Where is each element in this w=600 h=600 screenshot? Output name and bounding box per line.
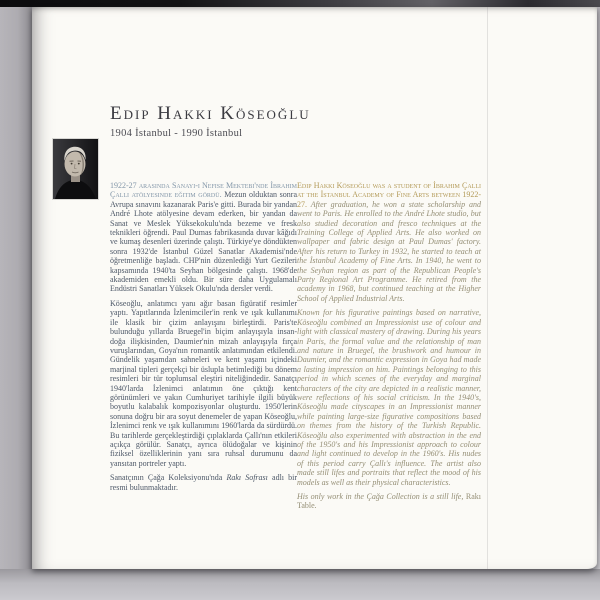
book-left-edge — [0, 7, 32, 600]
portrait-illustration — [53, 139, 98, 199]
turkish-paragraph-1 — [110, 181, 297, 294]
book-page — [32, 7, 597, 569]
artwork-title-turkish: Rakı Sofrası — [226, 473, 268, 483]
turkish-paragraph-3-end: adlı bir resmi bulunmaktadır. — [110, 473, 298, 492]
artist-name-heading: Edip Hakkı Köseoğlu — [110, 103, 311, 124]
artist-portrait-photo — [53, 139, 98, 199]
artist-life-dates: 1904 İstanbul - 1990 İstanbul — [110, 128, 243, 139]
artist-header — [110, 103, 311, 139]
scan-bottom-edge — [0, 569, 600, 600]
english-paragraph-1 — [297, 181, 481, 303]
turkish-paragraph-2: Köseoğlu, anlatımcı yanı ağır basan figüratif resimler yaptı. Yapıtlarında İzlenimciler'in renk ve ışık kullanımı ile klasik bir çizim anlayışını birleştirdi. Paris'te bulunduğu yıllarda Bruegel'in biçim anlayışıyla insan-doğa ilişkisinden, Daumier'nin mizah anlayışıyla fırça vuruşlarından, Goya'nın romantik anlatımından etkilendi. Gündelik yaşamdan sahneleri ve kent yaşamı içindeki marjinal tipleri gerçekçi bir üslupla betimlediği bu dönem resimleri bir tür toplumsal eleştiri niteliğindedir. Sanatçı 1940'larda İzlenimci anlatımın öne çıktığı kent görünümleri ve yakın Cumhuriyet tarihiyle ilgili büyük boyutlu kalabalık kompozisyonlar oluşturdu. 1950'lerin sonuna doğru bir ara soyut denemeler de yapan Köseoğlu, İzlenimci renk ve ışık kullanımını 1960'larda da sürdürdü. Bu tarihlerde gerçekleştirdiği çıplaklarda Çallı'nın etkileri açıkça görülür. Sanatçı, ayrıca ölüdoğalar ve kişinin fiziksel özelliklerinin yanı sıra ruhsal durumunu da yansıtan portreler yaptı. — [110, 298, 297, 468]
english-paragraph-1-text: After graduation, he won a state scholarship and went to Paris. He enrolled to the André Lhote studio, but also studied decoration and fresco techniques at the Training College of Applied Arts. He also worked on wallpaper and fabric design at Paul Dumas' factory. After his return to Turkey in 1932, he started to teach at the İstanbul Academy of Fine Arts. In 1940, he went to the Seyhan region as part of the Republican People's Party Regional Art Programme. He retired from the academy in 1968, but continued teaching at the Higher School of Applied Industrial Arts. — [297, 199, 481, 303]
page-gutter-line — [487, 7, 488, 569]
english-paragraph-3-text: His only work in the Çağa Collection is a still life, — [297, 492, 464, 501]
turkish-lead-in: 1922-27 arasında Sanayi-i Nefise Mektebi'nde İbrahim Çallı atölyesinde eğitim gördü. — [110, 181, 297, 200]
artwork-title-english: Rakı Table — [297, 492, 482, 511]
turkish-paragraph-1-text: Mezun olduktan sonra Avrupa sınavını kazanarak Paris'e gitti. Burada bir yandan André Lhote atölyesine devam ederken, bir yandan da Sanat ve Meslek Yüksekokulu'nda bezeme ve fresk teknikleri öğrendi. Paul Dumas fabrikasında duvar kâğıdı ve kumaş desenleri üzerinde çalıştı. Türkiye'ye döndükten sonra 1932'de İstanbul Güzel Sanatlar Akademisi'nde öğretmenliğe başladı. CHP'nin düzenlediği Yurt Gezileri kapsamında 1940'ta Seyhan bölgesinde çalıştı. 1968'de akademiden emekli oldu. Bir süre daha Uygulamalı Endüstri Sanatları Yüksek Okulu'nda dersler verdi. — [110, 190, 297, 294]
turkish-paragraph-3 — [110, 473, 297, 492]
portrait-eye-right — [78, 163, 80, 165]
english-bio-column — [297, 181, 481, 516]
english-paragraph-3-period: . — [314, 501, 317, 511]
english-lead-in: Edip Hakkı Köseoğlu was a student of İbrahim Çallı at the İstanbul Academy of Fine Arts between 1922-27. — [297, 181, 481, 209]
turkish-bio-column — [110, 181, 297, 497]
scan-top-edge — [0, 0, 600, 7]
english-paragraph-2: Known for his figurative paintings based on narrative, Köseoğlu combined an Impressionist use of colour and light with classical mastery of drawing. During his years in Paris, the formal value and the relationship of man and nature in Bruegel, the brushwork and humour in Daumier, and the romantic expression in Goya had made a lasting impression on him. Paintings belonging to this period in which scenes of the everyday and marginal characters of the city are depicted in a realistic manner, were reflections of his social criticism. In the 1940's, Köseoğlu made cityscapes in an Impressionist manner while painting large-size figurative compositions based on themes from the history of the Turkish Republic. Köseoğlu also experimented with abstraction in the end of the 1950's and his Impressionist approach to colour and light continued to develop in the 1960's. His nudes of this period carry Çallı's influence. The artist also made still lifes and portraits that reflect the mood of his models as well as their physical characteristics. — [297, 308, 481, 487]
english-paragraph-3 — [297, 492, 481, 511]
portrait-eye-left — [71, 163, 73, 165]
turkish-paragraph-3-text: Sanatçının Çağa Koleksiyonu'nda — [110, 473, 223, 483]
